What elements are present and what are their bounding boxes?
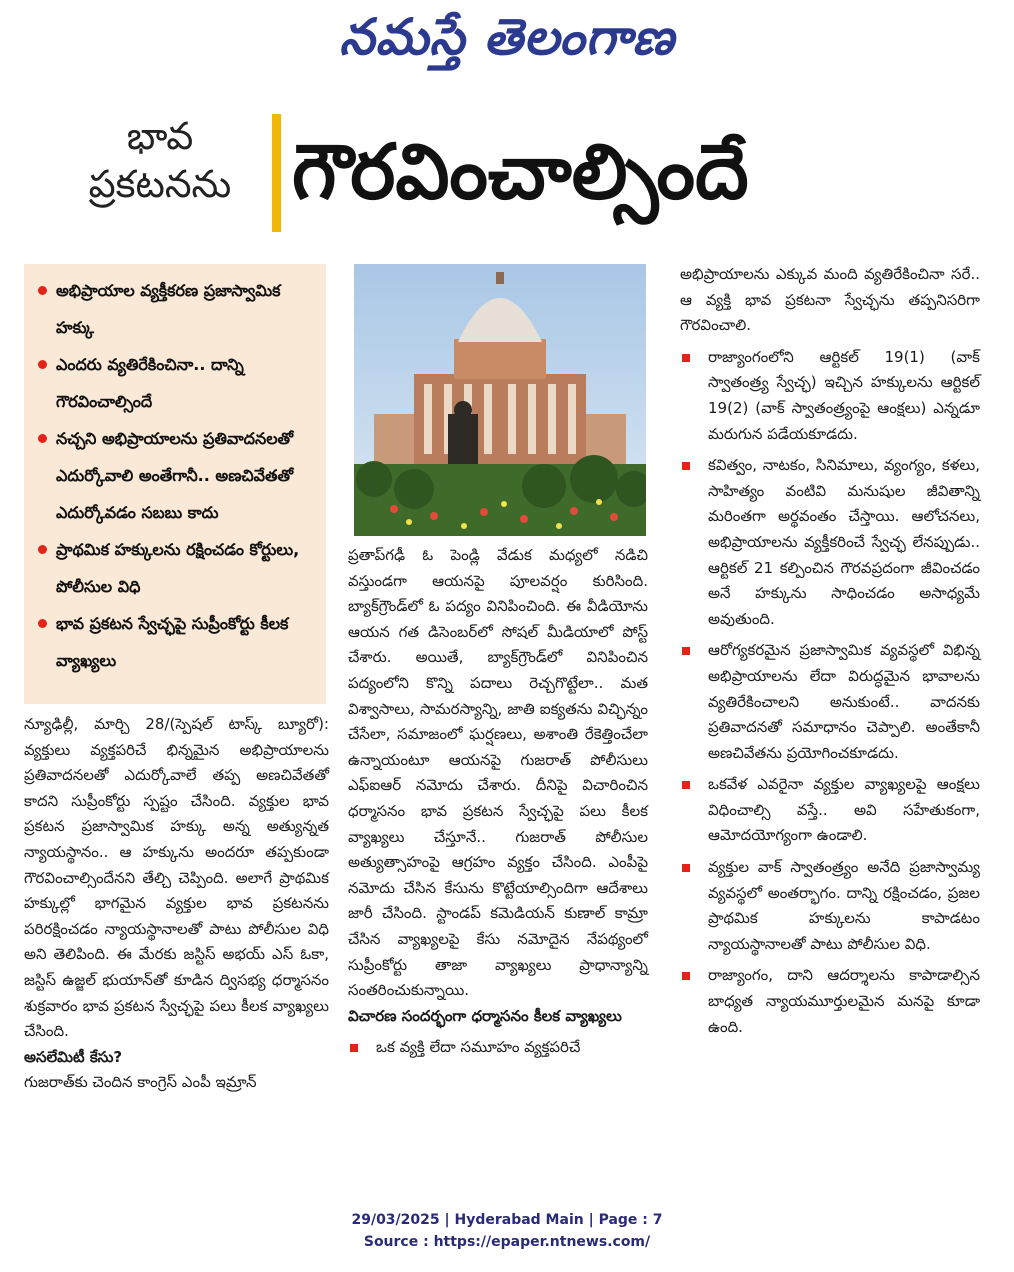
bench-point: ఒకవేళ ఎవరైనా వ్యక్తుల వ్యాఖ్యలపై ఆంక్షలు విధించాల్సి వస్తే.. అవి సహేతుకంగా, ఆమోదయోగ్యంగా ఉండాలి. bbox=[680, 772, 980, 849]
bullet-icon bbox=[38, 360, 47, 369]
article-column-left bbox=[24, 712, 329, 1096]
square-bullet-icon bbox=[682, 462, 690, 470]
bench-point: ఆరోగ్యకరమైన ప్రజాస్వామిక వ్యవస్థలో విభిన్న అభిప్రాయాలను లేదా విరుద్ధమైన భావాలను వ్యతిరేకించాలని అనుకుంటే.. వాదనకు ప్రతివాదనతో సమాధానం చెప్పాలి. అంతేకానీ అణచివేతను ప్రయోగించకూడదు. bbox=[680, 638, 980, 766]
square-bullet-icon bbox=[682, 781, 690, 789]
bench-point: రాజ్యాంగంలోని ఆర్టికల్ 19(1) (వాక్ స్వాతంత్ర్య స్వేచ్ఛ) ఇచ్చిన హక్కులను ఆర్టికల్ 19(2) (వాక్ స్వాతంత్ర్యంపై ఆంక్షలు) ఎన్నడూ మరుగున పడేయకూడదు. bbox=[680, 345, 980, 447]
highlight-item: ప్రాథమిక హక్కులను రక్షించడం కోర్టులు, పోలీసుల విధి bbox=[34, 531, 318, 605]
article-lead: న్యూఢిల్లీ, మార్చి 28/(స్పెషల్ టాస్క్ బ్యూరో): వ్యక్తులు వ్యక్తపరిచే భిన్నమైన అభిప్రాయాలను ప్రతివాదనలతో ఎదుర్కోవాలే తప్ప అణచివేతతో కాదని సుప్రీంకోర్టు స్పష్టం చేసింది. వ్యక్తుల భావ ప్రకటన ప్రజాస్వామిక హక్కు అన్న అత్యున్నత న్యాయస్థానం.. ఆ హక్కును అందరూ తప్పకుండా గౌరవించాల్సిందేనని తేల్చి చెప్పింది. అలాగే ప్రాథమిక హక్కుల్లో భాగమైన వ్యక్తుల భావ ప్రకటనను పరిరక్షించడం న్యాయస్థానాలతో పాటు పోలీసుల విధి అని తెలిపింది. ఈ మేరకు జస్టిస్ అభయ్ ఎస్ ఓకా, జస్టిస్ ఉజ్జల్ భుయాన్‌తో కూడిన ద్విసభ్య ధర్మాసనం శుక్రవారం భావ ప్రకటన స్వేచ్ఛపై పలు కీలక వ్యాఖ్యలు చేసింది. bbox=[24, 715, 329, 1041]
headline-divider bbox=[272, 114, 281, 232]
headline: గౌరవించాల్సిందే bbox=[292, 127, 749, 216]
square-bullet-icon bbox=[350, 1044, 358, 1052]
supreme-court-photo bbox=[354, 264, 646, 536]
bench-point: రాజ్యాంగం, దాని ఆదర్శాలను కాపాడాల్సిన బాధ్యత న్యాయమూర్తులమైన మనపై కూడా ఉంది. bbox=[680, 963, 980, 1040]
case-text: గుజరాత్‌కు చెందిన కాంగ్రెస్ ఎంపీ ఇమ్రాన్ bbox=[24, 1073, 257, 1092]
square-bullet-icon bbox=[682, 864, 690, 872]
highlights-box bbox=[24, 264, 326, 704]
square-bullet-icon bbox=[682, 647, 690, 655]
highlight-item: ఎందరు వ్యతిరేకించినా.. దాన్ని గౌరవించాల్సిందే bbox=[34, 346, 318, 420]
highlight-item: అభిప్రాయాల వ్యక్తీకరణ ప్రజాస్వామిక హక్కు bbox=[34, 272, 318, 346]
masthead: నమస్తే తెలంగాణ bbox=[339, 8, 675, 66]
bullet-icon bbox=[38, 434, 47, 443]
case-text-continued: ప్రతాప్‌గఢీ ఓ పెండ్లి వేడుక మధ్యలో నడిచి వస్తుండగా ఆయనపై పూలవర్షం కురిసింది. బ్యాక్‌గ్రౌండ్‌లో ఓ పద్యం వినిపించింది. ఈ వీడియోను ఆయన గత డిసెంబర్‌లో సోషల్ మీడియాలో పోస్ట్ చేశారు. అయితే, బ్యాక్‌గ్రౌండ్‌లో వినిపించిన పద్యంలోని కొన్ని పదాలు రెచ్చగొట్టేలా.. మత విశ్వాసాలు, సామరస్యాన్ని, జాతి ఐక్యతను విచ్ఛిన్నం చేసేలా, సమాజంలో ఘర్షణలు, అశాంతి రేకెత్తించేలా ఉన్నాయంటూ ఆయనపై గుజరాత్ పోలీసులు ఎఫ్ఐఆర్ నమోదు చేశారు. దీనిపై విచారించిన ధర్మాసనం భావ ప్రకటన స్వేచ్ఛపై పలు కీలక వ్యాఖ్యలు చేస్తూనే.. గుజరాత్ పోలీసుల అత్యుత్సాహంపై ఆగ్రహం వ్యక్తం చేసింది. ఎంపీపై నమోదు చేసిన కేసును కొట్టేయాల్సిందిగా ఆదేశాలు జారీ చేసింది. స్టాండప్ కమెడియన్ కుణాల్ కామ్రా చేసిన వ్యాఖ్యలపై కేసు నమోదైన నేపథ్యంలో సుప్రీంకోర్టు తాజా వ్యాఖ్యలు ప్రాధాన్యాన్ని సంతరించుకున్నాయి. bbox=[348, 546, 648, 1000]
bullet-icon bbox=[38, 619, 47, 628]
bench-point-continued: అభిప్రాయాలను ఎక్కువ మంది వ్యతిరేకించినా సరే.. ఆ వ్యక్తి భావ ప్రకటనా స్వేచ్ఛను తప్పనిసరిగా గౌరవించాలి. bbox=[680, 265, 980, 335]
bullet-icon bbox=[38, 286, 47, 295]
article-column-middle bbox=[348, 543, 648, 1061]
bench-point: ఒక వ్యక్తి లేదా సమూహం వ్యక్తపరిచే bbox=[348, 1035, 648, 1061]
article-column-right bbox=[680, 262, 980, 1040]
case-subheading: అసలేమిటీ కేసు? bbox=[24, 1047, 123, 1066]
page-footer-date: 29/03/2025 | Hyderabad Main | Page : 7 bbox=[351, 1212, 663, 1228]
highlight-item: నచ్చని అభిప్రాయాలను ప్రతివాదనలతో ఎదుర్కోవాలి అంతేగానీ.. అణచివేతతో ఎదుర్కోవడం సబబు కాదు bbox=[34, 420, 318, 531]
highlight-item: భావ ప్రకటన స్వేచ్ఛపై సుప్రీంకోర్టు కీలక వ్యాఖ్యలు bbox=[34, 605, 318, 679]
square-bullet-icon bbox=[682, 354, 690, 362]
supreme-court-illustration bbox=[354, 264, 646, 536]
square-bullet-icon bbox=[682, 972, 690, 980]
bench-point: వ్యక్తుల వాక్ స్వాతంత్ర్యం అనేది ప్రజాస్వామ్య వ్యవస్థలో అంతర్భాగం. దాన్ని రక్షించడం, ప్రజల ప్రాథమిక హక్కులను కాపాడటం న్యాయస్థానాలతో పాటు పోలీసుల విధి. bbox=[680, 855, 980, 957]
page-footer-source: Source : https://epaper.ntnews.com/ bbox=[363, 1234, 651, 1250]
bench-point: కవిత్వం, నాటకం, సినిమాలు, వ్యంగ్యం, కళలు, సాహిత్యం వంటివి మనుషుల జీవితాన్ని మరింతగా అర్థవంతం చేస్తాయి. ఆలోచనలు, అభిప్రాయాలను వ్యక్తీకరించే స్వేచ్ఛ లేనప్పుడు.. ఆర్టికల్ 21 కల్పించిన గౌరవప్రదంగా జీవించడం అనే హక్కును సాధించడం అసాధ్యమే అవుతుంది. bbox=[680, 453, 980, 632]
bench-subheading: విచారణ సందర్భంగా ధర్మాసనం కీలక వ్యాఖ్యలు bbox=[348, 1006, 622, 1025]
bullet-icon bbox=[38, 545, 47, 554]
headline-kicker: భావ ప్రకటనను bbox=[88, 114, 232, 206]
